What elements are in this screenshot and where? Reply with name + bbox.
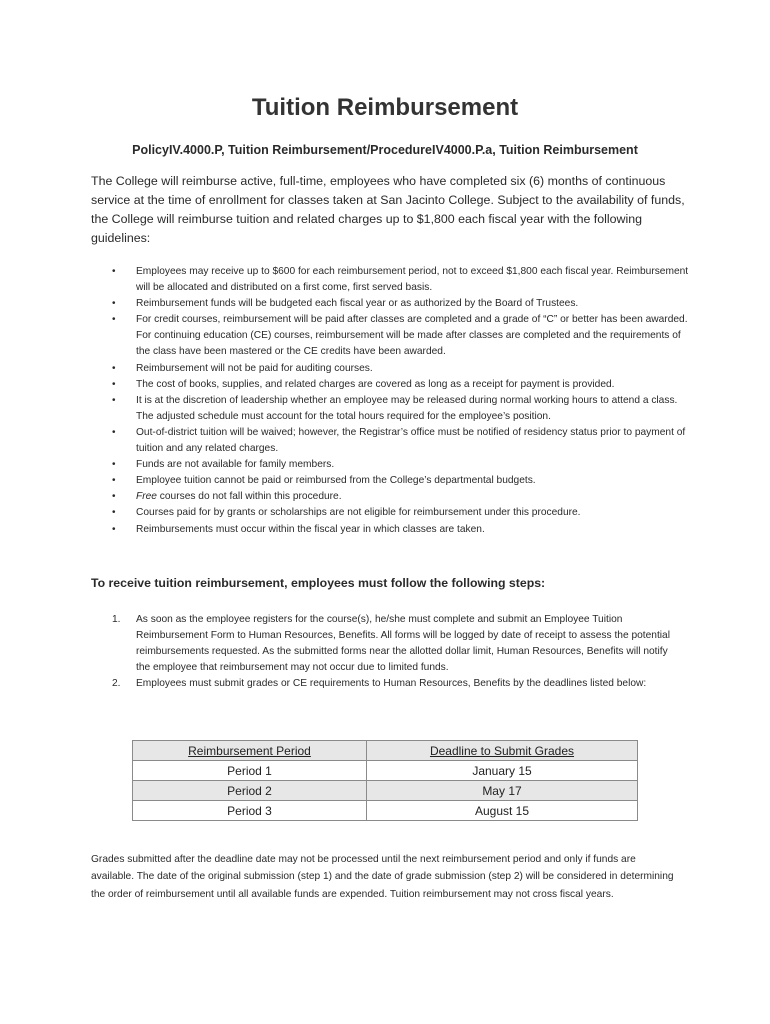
step-number: 2. bbox=[112, 678, 121, 689]
list-item bbox=[91, 457, 691, 473]
column-header: Reimbursement Period bbox=[133, 741, 367, 761]
column-header: Deadline to Submit Grades bbox=[367, 741, 638, 761]
table-cell: August 15 bbox=[367, 801, 638, 821]
intro-paragraph: The College will reimburse active, full-time, employees who have completed six (6) months of continuous service at the time of enrollment for classes taken at San Jacinto College. Subject to the availability of funds, the College will reimburse tuition and related charges up to $1,800 each fiscal year with the following guidelines: bbox=[91, 174, 685, 245]
guideline-text: Reimbursements must occur within the fiscal year in which classes are taken. bbox=[136, 523, 485, 535]
document-title: Tuition Reimbursement bbox=[251, 94, 519, 121]
list-item bbox=[91, 473, 691, 489]
steps-heading: To receive tuition reimbursement, employees must follow the following steps: bbox=[91, 576, 546, 590]
guideline-text: Courses paid for by grants or scholarships are not eligible for reimbursement under this procedure. bbox=[136, 507, 581, 519]
step-item bbox=[91, 676, 681, 692]
table-row bbox=[133, 781, 638, 801]
table-row bbox=[133, 761, 638, 781]
bullet-icon: • bbox=[112, 475, 116, 487]
table-header-row bbox=[133, 741, 638, 761]
guideline-text: Reimbursement will not be paid for auditing courses. bbox=[136, 362, 373, 374]
table-cell: Period 3 bbox=[133, 801, 367, 821]
table-row bbox=[133, 801, 638, 821]
guideline-text: Employees may receive up to $600 for each reimbursement period, not to exceed $1,800 each fiscal year. Reimbursement will be allocated and distributed on a first come, first served basis. bbox=[136, 266, 689, 294]
step-number: 1. bbox=[112, 614, 121, 625]
bullet-icon: • bbox=[112, 491, 116, 503]
bullet-icon: • bbox=[112, 266, 116, 277]
bullet-icon: • bbox=[112, 394, 116, 406]
bullet-icon: • bbox=[112, 378, 116, 390]
free-emphasis: Free bbox=[136, 491, 157, 503]
bullet-icon: • bbox=[112, 507, 116, 519]
list-item bbox=[91, 361, 691, 377]
list-item bbox=[91, 489, 691, 505]
steps-list bbox=[91, 612, 681, 692]
bullet-icon: • bbox=[112, 314, 116, 326]
guideline-text: courses do not fall within this procedure. bbox=[156, 491, 342, 503]
bullet-icon: • bbox=[112, 298, 116, 310]
bullet-icon: • bbox=[112, 523, 116, 535]
table-cell: May 17 bbox=[367, 781, 638, 801]
step-text: Employees must submit grades or CE requirements to Human Resources, Benefits by the deadlines listed below: bbox=[136, 678, 647, 689]
table-cell: Period 1 bbox=[133, 761, 367, 781]
guideline-text: Funds are not available for family members. bbox=[136, 459, 335, 471]
list-item bbox=[91, 377, 691, 393]
list-item bbox=[91, 425, 691, 457]
bullet-icon: • bbox=[112, 459, 116, 471]
step-text: As soon as the employee registers for the course(s), he/she must complete and submit an Employee Tuition Reimbursement Form to Human Resources, Benefits. All forms will be logged by date of receipt to assess the potential reimbursements requested. As the submitted forms near the allotted dollar limit, Human Resources, Benefits will notify the employee that reimbursement may not occur due to limited funds. bbox=[136, 614, 670, 673]
step-item bbox=[91, 612, 681, 676]
guidelines-list bbox=[91, 264, 691, 538]
policy-reference: PolicyIV.4000.P, Tuition Reimbursement/ProcedureIV4000.P.a, Tuition Reimbursement bbox=[132, 143, 638, 157]
table-cell: Period 2 bbox=[133, 781, 367, 801]
list-item bbox=[91, 505, 691, 521]
bullet-icon: • bbox=[112, 426, 116, 438]
deadlines-table bbox=[132, 740, 638, 821]
bullet-icon: • bbox=[112, 362, 116, 374]
table-cell: January 15 bbox=[367, 761, 638, 781]
closing-paragraph: Grades submitted after the deadline date may not be processed until the next reimbursement period and only if funds are available. The date of the original submission (step 1) and the date of grade submission (step 2) will be considered in determining the order of reimbursement until all available funds are expended. Tuition reimbursement may not cross fiscal years. bbox=[91, 854, 674, 900]
list-item bbox=[91, 312, 691, 360]
list-item bbox=[91, 393, 691, 425]
guideline-text: Reimbursement funds will be budgeted each fiscal year or as authorized by the Board of Trustees. bbox=[136, 298, 579, 310]
list-item bbox=[91, 296, 691, 312]
guideline-text: It is at the discretion of leadership whether an employee may be released during normal working hours to attend a class. The adjusted schedule must account for the total hours required for the employee’s position. bbox=[136, 394, 678, 422]
guideline-text: The cost of books, supplies, and related charges are covered as long as a receipt for payment is provided. bbox=[136, 378, 615, 390]
list-item bbox=[91, 522, 691, 538]
list-item bbox=[91, 264, 691, 296]
guideline-text: Employee tuition cannot be paid or reimbursed from the College’s departmental budgets. bbox=[136, 475, 536, 487]
guideline-text: For credit courses, reimbursement will be paid after classes are completed and a grade of “C” or better has been awarded. For continuing education (CE) courses, reimbursement will be made after classes are completed and the requirements of the class have been mastered or the CE credits have been awarded. bbox=[136, 314, 688, 358]
guideline-text: Out-of-district tuition will be waived; however, the Registrar’s office must be notified of residency status prior to payment of tuition and any related charges. bbox=[136, 426, 686, 455]
